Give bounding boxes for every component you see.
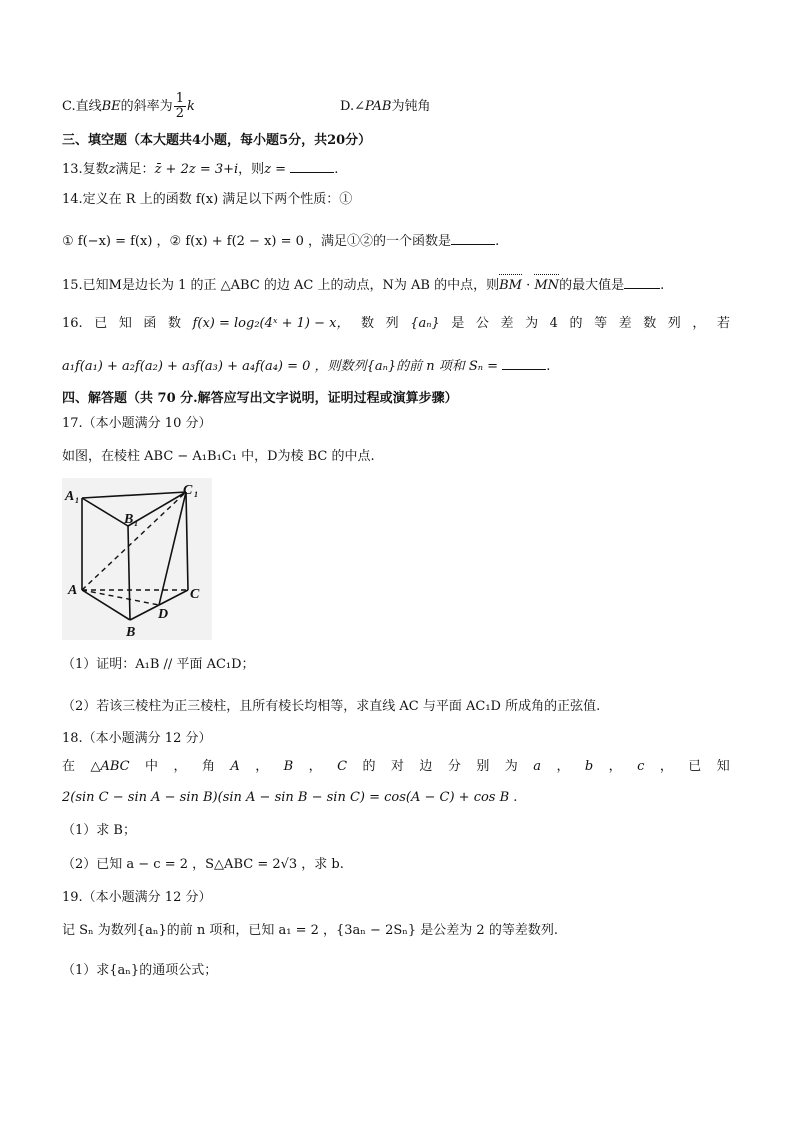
label-A: A bbox=[68, 583, 78, 598]
question-18-line1: 在 △ABC 中 ， 角 A ， B ， C 的 对 边 分 别 为 a ， b ， c ， 已 知 bbox=[62, 759, 730, 774]
question-17-body: 如图，在棱柱 ABC − A₁B₁C₁ 中，D为棱 BC 的中点. bbox=[62, 449, 375, 464]
question-17-part1: （1）证明：A₁B // 平面 AC₁D； bbox=[62, 657, 255, 672]
question-15: 15.已知M是边长为 1 的正 △ABC 的边 AC 上的动点，N为 AB 的中点，则BM · MN的最大值是 . bbox=[62, 278, 665, 293]
answer-blank[interactable] bbox=[624, 276, 660, 289]
label-C1: C bbox=[183, 483, 193, 498]
answer-blank[interactable] bbox=[502, 357, 546, 370]
svg-text:1: 1 bbox=[134, 519, 138, 528]
fraction-half: $\frac{1}{2}$ bbox=[175, 91, 184, 121]
question-18-head: 18.（本小题满分 12 分） bbox=[62, 731, 212, 746]
question-14-line1: 14.定义在 R 上的函数 f(x) 满足以下两个性质：① bbox=[62, 192, 353, 207]
question-17-head: 17.（本小题满分 10 分） bbox=[62, 416, 212, 431]
question-19-head: 19.（本小题满分 12 分） bbox=[62, 890, 212, 905]
question-14-line2: ① f(−x) = f(x) ，② f(x) + f(2 − x) = 0 ，满足①②的一个函数是 . bbox=[62, 234, 500, 249]
prism-figure bbox=[62, 478, 212, 640]
section-4-title: 四、解答题（共 70 分.解答应写出文字说明，证明过程或演算步骤） bbox=[62, 391, 458, 406]
label-D: D bbox=[158, 607, 169, 622]
label-A1: A bbox=[65, 489, 75, 504]
question-18-part1: （1）求 B； bbox=[62, 823, 136, 838]
label-B1: B bbox=[124, 512, 134, 527]
question-18-part2: （2）已知 a − c = 2 ，S△ABC = 2√3 ，求 b. bbox=[62, 857, 344, 872]
label-C: C bbox=[190, 587, 200, 602]
option-c: C.直线BE的斜率为 $\frac{1}{2}$ k bbox=[62, 91, 195, 121]
question-16-line1: 16. 已 知 函 数 f(x) = log₂(4ˣ + 1) − x， 数 列 {aₙ} 是 公 差 为 4 的 等 差 数 列 ， 若 bbox=[62, 316, 730, 331]
label-B: B bbox=[126, 625, 136, 640]
question-16-line2: a₁f(a₁) + a₂f(a₂) + a₃f(a₃) + a₄f(a₄) = 0 ，则数列{aₙ}的前 n 项和 Sₙ = . bbox=[62, 359, 551, 374]
question-18-line2: 2(sin C − sin A − sin B)(sin A − sin B − sin C) = cos(A − C) + cos B . bbox=[62, 790, 518, 805]
option-d: D.∠PAB为钝角 bbox=[340, 99, 431, 114]
question-19-body: 记 Sₙ 为数列{aₙ}的前 n 项和，已知 a₁ = 2 ，{3aₙ − 2Sₙ} 是公差为 2 的等差数列. bbox=[62, 923, 558, 938]
question-19-part1: （1）求{aₙ}的通项公式； bbox=[62, 963, 218, 978]
question-17-part2: （2）若该三棱柱为正三棱柱，且所有棱长均相等，求直线 AC 与平面 AC₁D 所成角的正弦值. bbox=[62, 699, 601, 714]
svg-text:1: 1 bbox=[75, 496, 79, 505]
section-3-title: 三、填空题（本大题共4小题，每小题5分，共20分） bbox=[62, 133, 372, 148]
answer-blank[interactable] bbox=[290, 160, 334, 173]
svg-text:1: 1 bbox=[194, 490, 198, 499]
question-13: 13.复数z满足：z̄ + 2z = 3+i，则z = . bbox=[62, 162, 339, 177]
answer-blank[interactable] bbox=[451, 232, 495, 245]
